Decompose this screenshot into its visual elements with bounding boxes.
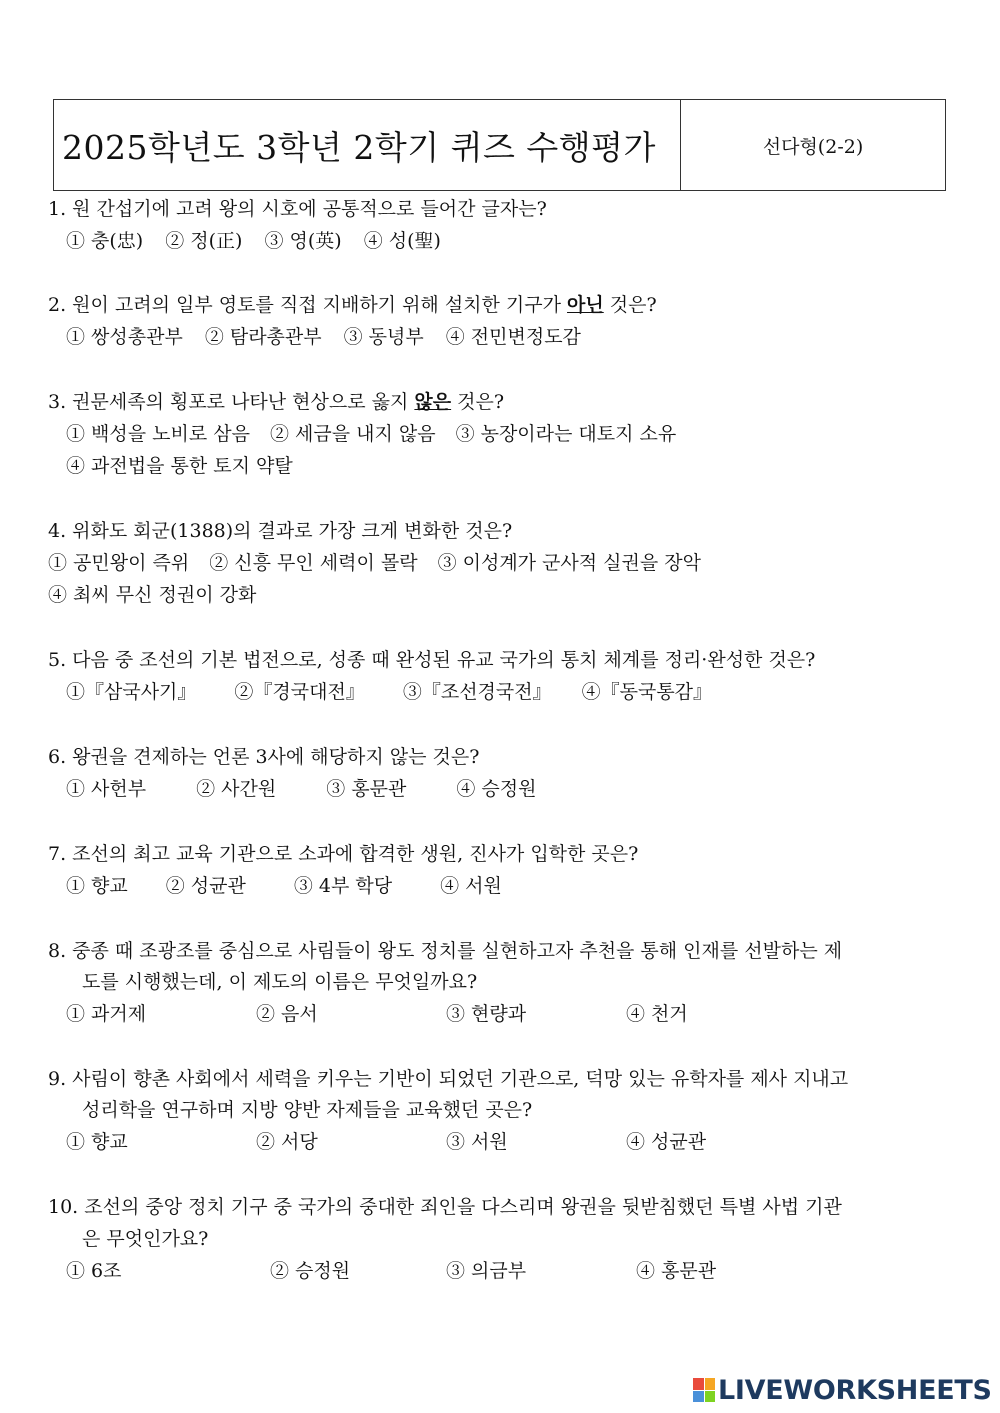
question-3-option-2[interactable]: ② 세금을 내지 않음: [269, 423, 436, 445]
liveworksheets-logo-text: LIVEWORKSHEETS: [718, 1374, 992, 1406]
question-9-option-3[interactable]: ③ 서원: [446, 1131, 508, 1153]
question-5-option-4[interactable]: ④『동국통감』: [581, 681, 713, 703]
question-5-option-1[interactable]: ①『삼국사기』: [66, 681, 197, 703]
logo-block-4: [705, 1391, 716, 1403]
question-10-option-3[interactable]: ③ 의금부: [446, 1260, 527, 1282]
question-2-option-3[interactable]: ③ 동녕부: [343, 326, 424, 348]
header-box: [53, 99, 946, 191]
question-3-emphasis: 않은: [414, 391, 452, 413]
question-10-text-line-2: 은 무엇인가요?: [82, 1228, 209, 1250]
question-8-option-2[interactable]: ② 음서: [256, 1003, 318, 1025]
question-7-option-3[interactable]: ③ 4부 학당: [293, 875, 393, 897]
question-6-option-3[interactable]: ③ 홍문관: [326, 778, 407, 800]
question-2-option-2[interactable]: ② 탐라총관부: [204, 326, 322, 348]
question-9-text-line-1: 9. 사림이 향촌 사회에서 세력을 키우는 기반이 되었던 기관으로, 덕망 있는 유학자를 제사 지내고: [48, 1068, 849, 1090]
question-4-options-row-1: [48, 550, 701, 576]
question-3-option-4[interactable]: ④ 과전법을 통한 토지 약탈: [66, 455, 293, 477]
question-2-emphasis: 아닌: [567, 294, 604, 316]
question-1-text: 1. 원 간섭기에 고려 왕의 시호에 공통적으로 들어간 글자는?: [48, 198, 547, 220]
question-7-option-2[interactable]: ② 성균관: [165, 875, 246, 897]
question-10-option-1[interactable]: ① 6조: [66, 1260, 122, 1282]
question-8-option-4[interactable]: ④ 천거: [626, 1003, 688, 1025]
logo-block-1: [693, 1378, 704, 1390]
question-10-option-4[interactable]: ④ 홍문관: [636, 1260, 717, 1282]
question-8-option-1[interactable]: ① 과거제: [66, 1003, 147, 1025]
question-2-options: [66, 324, 581, 350]
question-1-option-1[interactable]: ① 충(忠): [66, 230, 144, 252]
question-3-options-row-1: [66, 421, 676, 447]
exam-title: 2025학년도 3학년 2학기 퀴즈 수행평가: [54, 100, 681, 190]
question-3-text: 3. 권문세족의 횡포로 나타난 현상으로 옳지 않은 것은?: [48, 391, 505, 413]
question-3-option-3[interactable]: ③ 농장이라는 대토지 소유: [455, 423, 677, 445]
question-10-option-2[interactable]: ② 승정원: [270, 1260, 351, 1282]
question-9-option-4[interactable]: ④ 성균관: [626, 1131, 707, 1153]
question-10-text-line-1: 10. 조선의 중앙 정치 기구 중 국가의 중대한 죄인을 다스리며 왕권을 뒷받침했던 특별 사법 기관: [48, 1196, 842, 1218]
question-4-option-1[interactable]: ① 공민왕이 즉위: [48, 552, 190, 574]
question-6-text: 6. 왕권을 견제하는 언론 3사에 해당하지 않는 것은?: [48, 746, 480, 768]
question-5-text: 5. 다음 중 조선의 기본 법전으로, 성종 때 완성된 유교 국가의 통치 체계를 정리·완성한 것은?: [48, 649, 816, 671]
question-3-options-row-2: [66, 453, 293, 479]
question-5-option-3[interactable]: ③『조선경국전』: [402, 681, 552, 703]
logo-block-3: [693, 1391, 704, 1403]
question-1-options: [66, 228, 441, 254]
question-4-option-2[interactable]: ② 신흥 무인 세력이 몰락: [209, 552, 418, 574]
question-7-option-4[interactable]: ④ 서원: [440, 875, 502, 897]
question-6-options: [66, 776, 536, 802]
question-8-options: [66, 1001, 688, 1027]
question-2-option-4[interactable]: ④ 전민변정도감: [445, 326, 581, 348]
question-4-options-row-2: [48, 582, 256, 608]
question-8-text-line-2: 도를 시행했는데, 이 제도의 이름은 무엇일까요?: [82, 971, 478, 993]
liveworksheets-logo-icon: [693, 1378, 715, 1402]
question-10-options: [66, 1258, 716, 1284]
question-4-option-3[interactable]: ③ 이성계가 군사적 실권을 장악: [437, 552, 701, 574]
question-9-option-2[interactable]: ② 서당: [256, 1131, 318, 1153]
question-3-option-1[interactable]: ① 백성을 노비로 삼음: [66, 423, 250, 445]
question-5-option-2[interactable]: ②『경국대전』: [234, 681, 365, 703]
question-9-text-line-2: 성리학을 연구하며 지방 양반 자제들을 교육했던 곳은?: [82, 1099, 533, 1121]
exam-type-label: 선다형(2-2): [762, 135, 864, 158]
question-9-options: [66, 1129, 706, 1155]
question-7-option-1[interactable]: ① 향교: [66, 875, 128, 897]
question-4-option-4[interactable]: ④ 최씨 무신 정권이 강화: [48, 584, 257, 606]
question-7-text: 7. 조선의 최고 교육 기관으로 소과에 합격한 생원, 진사가 입학한 곳은?: [48, 843, 639, 865]
question-6-option-2[interactable]: ② 사간원: [196, 778, 277, 800]
question-1-option-3[interactable]: ③ 영(英): [264, 230, 342, 252]
question-9-option-1[interactable]: ① 향교: [66, 1131, 128, 1153]
question-1-option-4[interactable]: ④ 성(聖): [363, 230, 441, 252]
question-5-options: [66, 679, 712, 705]
question-4-text: 4. 위화도 회군(1388)의 결과로 가장 크게 변화한 것은?: [48, 520, 513, 542]
question-2-option-1[interactable]: ① 쌍성총관부: [66, 326, 183, 348]
liveworksheets-logo: [693, 1372, 992, 1408]
logo-block-2: [705, 1378, 716, 1390]
question-8-option-3[interactable]: ③ 현량과: [446, 1003, 527, 1025]
question-7-options: [66, 873, 502, 899]
question-1-option-2[interactable]: ② 정(正): [165, 230, 243, 252]
question-8-text-line-1: 8. 중종 때 조광조를 중심으로 사림들이 왕도 정치를 실현하고자 추천을 통해 인재를 선발하는 제: [48, 940, 843, 962]
question-2-text: 2. 원이 고려의 일부 영토를 직접 지배하기 위해 설치한 기구가 아닌 것은?: [48, 294, 657, 316]
question-6-option-1[interactable]: ① 사헌부: [66, 778, 147, 800]
question-6-option-4[interactable]: ④ 승정원: [456, 778, 537, 800]
